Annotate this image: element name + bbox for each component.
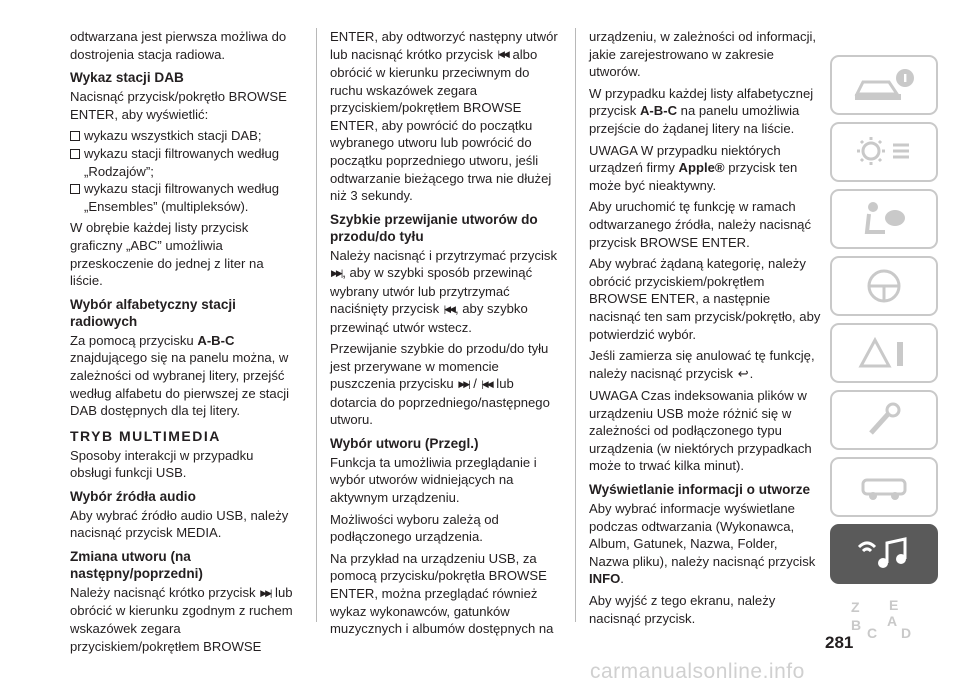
car-info-icon bbox=[849, 64, 919, 106]
back-arrow-icon: ↩ bbox=[737, 366, 749, 382]
paragraph: Należy nacisnąć krótko przycisk ▶▶| lub obrócić w kierunku zgodnym z ruchem wskazówek zegara przyciskiem/pokrętłem BROWSE bbox=[70, 585, 293, 654]
page-number: 281 bbox=[825, 633, 854, 652]
abc-button-label: A-B-C bbox=[197, 332, 235, 348]
paragraph: Aby wyjść z tego ekranu, należy nacisnąć przycisk. bbox=[589, 592, 776, 626]
column-divider bbox=[316, 28, 317, 622]
svg-text:Z: Z bbox=[851, 599, 860, 615]
paragraph: Możliwości wyboru zależą od podłączonego urządzenia. bbox=[330, 511, 499, 545]
heading-multimedia: TRYB MULTIMEDIA bbox=[70, 427, 221, 444]
list-item: wykazu stacji filtrowanych według „Rodzajów”; bbox=[70, 145, 298, 180]
paragraph: W obrębie każdej listy przycisk graficzny „ABC” umożliwia przeskoczenie do jednej z liter na liście. bbox=[70, 220, 264, 289]
heading-fast-forward: Szybkie przewijanie utworów do przodu/do tyłu bbox=[330, 211, 538, 244]
column-3 bbox=[589, 28, 821, 631]
tab-car-info[interactable] bbox=[830, 55, 938, 115]
column-2 bbox=[330, 28, 560, 642]
svg-text:B: B bbox=[851, 617, 862, 633]
wrench-icon bbox=[849, 399, 919, 441]
paragraph: Aby uruchomić tę funkcję w ramach odtwarzanego źródła, należy nacisnąć przycisk BROWSE ENTER. bbox=[589, 199, 811, 250]
heading-alphabetic: Wybór alfabetyczny stacji radiowych bbox=[70, 296, 236, 329]
heading-dab-list: Wykaz stacji DAB bbox=[70, 70, 184, 86]
heading-track-info: Wyświetlanie informacji o utworze bbox=[589, 482, 811, 497]
next-track-icon: ▶▶| bbox=[458, 379, 469, 390]
airbag-icon bbox=[849, 198, 919, 240]
paragraph: urządzeniu, w zależności od informacji, jakie zarejestrowano w zakresie utworów. bbox=[589, 29, 817, 80]
paragraph: Aby wybrać źródło audio USB, należy nacisnąć przycisk MEDIA. bbox=[70, 507, 289, 541]
next-track-icon: ▶▶| bbox=[260, 587, 271, 598]
multimedia-icon bbox=[849, 533, 919, 575]
heading-track-browse: Wybór utworu (Przegl.) bbox=[330, 435, 479, 451]
brand-name: Apple® bbox=[678, 160, 725, 176]
dashboard-lights-icon bbox=[849, 131, 919, 173]
paragraph: Na przykład na urządzeniu USB, za pomocą przycisku/pokrętła BROWSE ENTER, można przeglądać również wykaz wykonawców, gatunków muzycznych i albumów dostępnych na bbox=[330, 550, 554, 637]
paragraph: Jeśli zamierza się anulować tę funkcję, należy nacisnąć przycisk ↩. bbox=[589, 348, 815, 382]
alphabet-index-icon bbox=[847, 598, 917, 640]
tab-emergency[interactable] bbox=[830, 323, 938, 383]
paragraph: ENTER, aby odtworzyć następny utwór lub nacisnąć krótko przycisk |◀◀ albo obrócić w kierunku przeciwnym do ruchu wskazówek zegara przyciskiem/pokrętłem BROWSE ENTER, aby powrócić do początku wybranego utworu lub powrócić do początku poprzedniego utworu, jeśli odtwarzanie bieżącego trwa nie dłużej niż 3 sekundy. bbox=[330, 29, 558, 204]
heading-audio-source: Wybór źródła audio bbox=[70, 488, 196, 504]
bullet-box-icon bbox=[70, 184, 80, 194]
car-specs-icon bbox=[849, 466, 919, 508]
paragraph: Funkcja ta umożliwia przeglądanie i wybór utworów widniejących na aktywnym urządzeniu. bbox=[330, 454, 537, 506]
paragraph: Przewijanie szybkie do przodu/do tyłu jest przerywane w momencie puszczenia przycisku ▶▶| / |◀◀ lub dotarcia do poprzedniego/następnego utworu. bbox=[330, 341, 550, 428]
bullet-box-icon bbox=[70, 149, 80, 159]
paragraph: W przypadku każdej listy alfabetycznej przycisk A-B-C na panelu umożliwia przejście do żądanej litery na liście. bbox=[589, 85, 814, 136]
svg-text:A: A bbox=[887, 613, 898, 629]
steering-wheel-icon bbox=[849, 265, 919, 307]
bullet-box-icon bbox=[70, 131, 80, 141]
paragraph: Nacisnąć przycisk/pokrętło BROWSE ENTER, aby wyświetlić: bbox=[70, 89, 287, 122]
paragraph: Aby wybrać żądaną kategorię, należy obrócić przyciskiem/pokrętłem BROWSE ENTER, a następnie nacisnąć ten sam przycisk/pokrętło, aby potwierdzić wybór. bbox=[589, 256, 821, 342]
tab-maintenance[interactable] bbox=[830, 390, 938, 450]
tab-multimedia[interactable] bbox=[830, 524, 938, 584]
svg-text:D: D bbox=[901, 625, 912, 640]
paragraph: odtwarzana jest pierwsza możliwa do dostrojenia stacja radiowa. bbox=[70, 29, 287, 62]
previous-track-icon: |◀◀ bbox=[481, 379, 492, 390]
chapter-tabs bbox=[830, 55, 944, 654]
paragraph: Za pomocą przycisku A-B-C znajdującego się na panelu można, w zależności od wybranej litery, przejść według alfabetu do pierwszej ze stacji DAB dostępnych dla tej litery. bbox=[70, 332, 290, 419]
tab-safety[interactable] bbox=[830, 189, 938, 249]
svg-text:C: C bbox=[867, 625, 878, 640]
paragraph: Aby wybrać informacje wyświetlane podczas odtwarzania (Wykonawca, Album, Gatunek, Nazwa, Folder, Nazwa pliku), należy nacisnąć przycisk INFO. bbox=[589, 501, 816, 587]
svg-text:E: E bbox=[889, 598, 899, 613]
tab-technical[interactable] bbox=[830, 457, 938, 517]
column-divider bbox=[575, 28, 576, 622]
column-1 bbox=[70, 28, 298, 659]
previous-track-icon: |◀◀ bbox=[443, 303, 454, 314]
list-item: wykazu stacji filtrowanych według „Ensembles” (multipleksów). bbox=[70, 180, 298, 215]
warning-triangle-icon bbox=[849, 332, 919, 374]
heading-track-change: Zmiana utworu (na następny/poprzedni) bbox=[70, 549, 203, 582]
paragraph: Należy nacisnąć i przytrzymać przycisk ▶▶|, aby w szybki sposób przewinąć wybrany utwór lub przytrzymać naciśnięty przycisk |◀◀, aby szybko przewinąć utwór wstecz. bbox=[330, 247, 558, 335]
footer-watermark: carmanualsonline.info bbox=[590, 660, 805, 683]
paragraph: UWAGA Czas indeksowania plików w urządzeniu USB może różnić się w zależności od podłączonego typu urządzenia (w niektórych przypadkach może to trwać kilka minut). bbox=[589, 388, 812, 474]
list-item: wykazu wszystkich stacji DAB; bbox=[70, 127, 298, 145]
paragraph: Sposoby interakcji w przypadku obsługi funkcji USB. bbox=[70, 447, 254, 481]
next-track-icon: ▶▶| bbox=[331, 268, 342, 279]
paragraph: UWAGA W przypadku niektórych urządzeń firmy Apple® przycisk ten może być nieaktywny. bbox=[589, 142, 798, 193]
tab-dashboard[interactable] bbox=[830, 122, 938, 182]
tab-starting[interactable] bbox=[830, 256, 938, 316]
previous-track-icon: |◀◀ bbox=[497, 49, 508, 60]
abc-button-label: A-B-C bbox=[639, 103, 678, 119]
info-button-label: INFO bbox=[589, 571, 621, 587]
